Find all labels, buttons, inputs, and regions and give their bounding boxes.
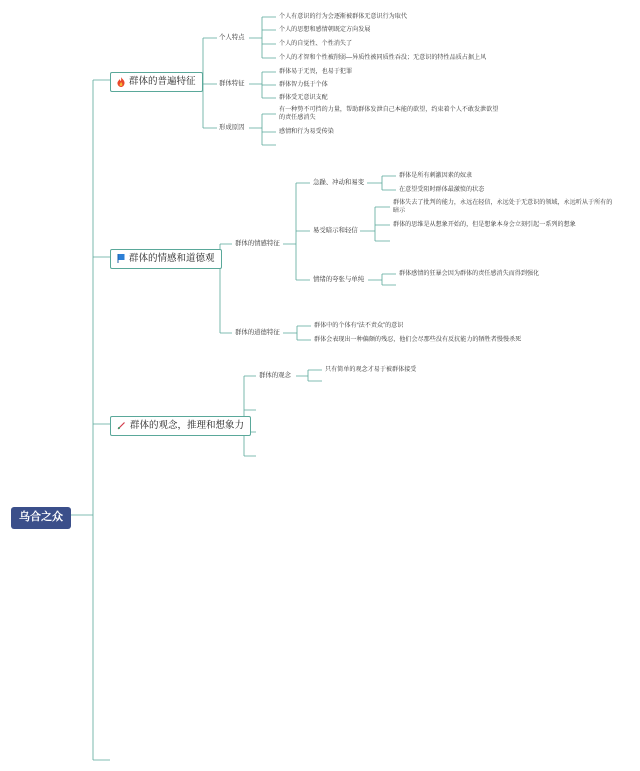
leaf-node[interactable]: 个人的思想和感情朝既定方向发展 <box>279 26 371 33</box>
branch-ideas-reasoning[interactable] <box>110 416 251 436</box>
sub-topic-node[interactable]: 群体的观念 <box>259 372 291 379</box>
leaf-node[interactable]: 有一种势不可挡的力量，帮助群体发泄自己本能的欲望，约束着个人不敢发泄欲望的责任感消失 <box>279 106 499 121</box>
fire-icon <box>117 77 125 87</box>
leaf-node[interactable]: 群体会表现出一种偏颇的残忍，他们会尽那些没有反抗能力的牺牲者慢慢杀死 <box>314 336 522 343</box>
leaf-node[interactable]: 群体的思维是从想象开始的，但是想象本身会立刻引起一系列的想象 <box>393 221 576 228</box>
sub-topic-node[interactable]: 群体特征 <box>219 80 245 87</box>
sub-1-2-connector <box>249 72 276 98</box>
branch-label: 群体的情感和道德观 <box>129 253 215 264</box>
sub-2-1-connector <box>283 183 310 280</box>
sub-1-1-connector <box>249 17 276 58</box>
leaf-node[interactable]: 个人的才智和个性被削弱—异质性被同质性吞没；无意识的特性品质占据上风 <box>279 54 487 61</box>
root-node[interactable]: 乌合之众 <box>11 507 71 529</box>
group-node[interactable]: 易受暗示和轻信 <box>313 227 358 234</box>
leaf-node[interactable]: 群体智力低于个体 <box>279 81 328 88</box>
leaf-node[interactable]: 群体失去了批判的能力，永远在轻信，永远处于无意识的领域，永远听从于所有的暗示 <box>393 199 613 214</box>
leaf-node[interactable]: 群体受无意识支配 <box>279 94 328 101</box>
leaf-node[interactable]: 群体易于无畏，也易于犯罪 <box>279 68 353 75</box>
sub-topic-node[interactable]: 形成原因 <box>219 124 245 131</box>
leaf-node[interactable]: 只有简单的观念才易于被群体接受 <box>325 366 417 373</box>
branch-general-traits[interactable] <box>110 72 203 92</box>
group-2-1-3-connector <box>368 274 396 285</box>
group-2-1-1-connector <box>367 176 396 190</box>
branch-label: 群体的普遍特征 <box>129 76 196 87</box>
sub-topic-node[interactable]: 群体的道德特征 <box>235 329 280 336</box>
group-node[interactable]: 情绪的夸张与单纯 <box>313 276 365 283</box>
branch-label: 群体的观念，推理和想象力 <box>130 420 245 431</box>
sub-3-1-connector <box>296 370 322 381</box>
leaf-node[interactable]: 感情和行为易受传染 <box>279 128 334 135</box>
sub-topic-node[interactable]: 个人特点 <box>219 34 245 41</box>
leaf-node[interactable]: 个人的自觉性、个性消失了 <box>279 40 353 47</box>
leaf-node[interactable]: 在意望受阻时群体最激愤的状态 <box>399 186 485 193</box>
leaf-node[interactable]: 个人有意识的行为会逐渐被群体无意识行为取代 <box>279 13 407 20</box>
pen-icon <box>117 421 126 430</box>
root-connector <box>67 80 110 760</box>
sub-1-3-connector <box>249 114 276 145</box>
sub-2-2-connector <box>283 326 311 340</box>
group-2-1-2-connector <box>360 207 390 241</box>
flag-icon <box>117 254 125 263</box>
leaf-node[interactable]: 群体是所有刺激因素的奴隶 <box>399 172 473 179</box>
group-node[interactable]: 急躁、冲动和易变 <box>313 179 365 186</box>
sub-topic-node[interactable]: 群体的情感特征 <box>235 240 280 247</box>
leaf-node[interactable]: 群体中的个体有“法不责众”的意识 <box>314 322 404 329</box>
leaf-node[interactable]: 群体感情的狂暴会因为群体的责任感消失而得到强化 <box>399 270 540 277</box>
branch-emotions-morality[interactable] <box>110 249 222 269</box>
